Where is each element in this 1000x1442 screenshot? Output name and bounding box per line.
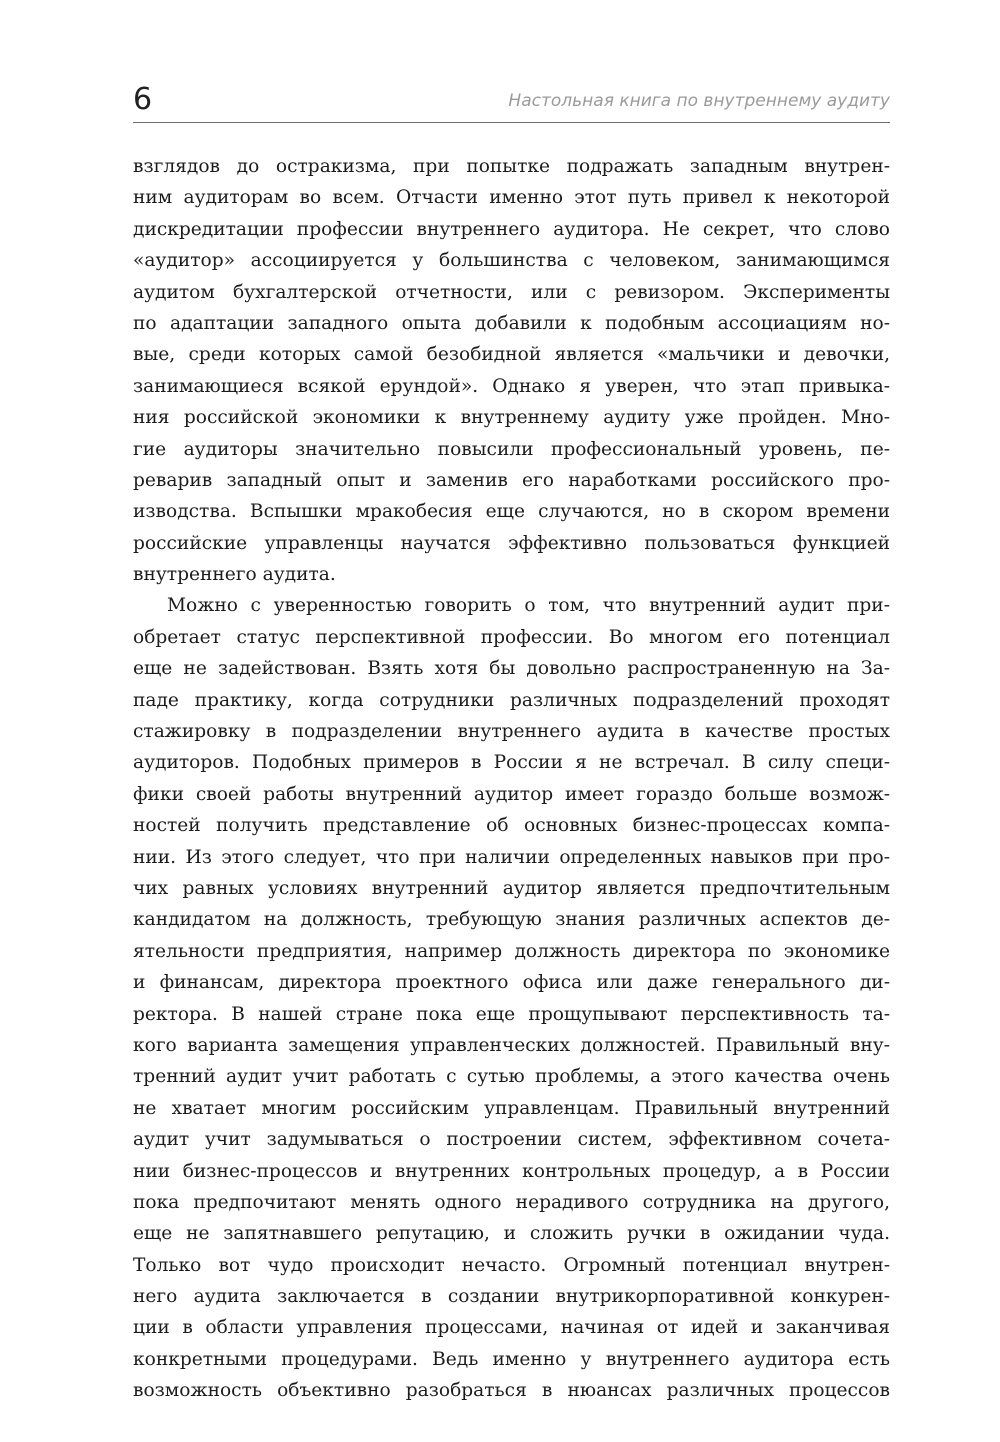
text-line: не хватает многим российским управленцам. Правильный внутренний [133,1097,890,1119]
text-line: реварив западный опыт и заменив его наработками российского про- [133,469,890,491]
text-line: возможность объективно разобраться в нюансах различных процессов [133,1380,890,1402]
page-number: 6 [133,82,153,117]
text-line: него аудита заключается в создании внутрикорпоративной конкурен- [133,1286,890,1308]
text-line: аудиторов. Подобных примеров в России я не встречал. В силу специ- [133,752,890,774]
text-line: аудит учит задумываться о построении систем, эффективном сочета- [133,1129,890,1151]
text-line: фики своей работы внутренний аудитор имеет гораздо больше возмож- [133,783,890,805]
text-line: пока предпочитают менять одного нерадивого сотрудника на другого, [133,1191,890,1213]
text-line: внутреннего аудита. [133,564,336,586]
text-line: российские управленцы научатся эффективно пользоваться функцией [133,532,890,554]
text-line: ним аудиторам во всем. Отчасти именно этот путь привел к некоторой [133,187,890,209]
text-line: еще не задействован. Взять хотя бы довольно распространенную на За- [133,658,890,680]
text-line: кого варианта замещения управленческих должностей. Правильный вну- [133,1034,890,1056]
page-header [133,80,890,128]
text-line: занимающиеся всякой ерундой». Однако я уверен, что этап привыка- [133,375,890,397]
text-line: конкретными процедурами. Ведь именно у внутреннего аудитора есть [133,1348,890,1370]
text-line: ятельности предприятия, например должность директора по экономике [133,940,890,962]
text-line: аудитом бухгалтерской отчетности, или с ревизором. Эксперименты [133,281,890,303]
text-line: еще не запятнавшего репутацию, и сложить ручки в ожидании чуда. [133,1223,890,1245]
text-line: стажировку в подразделении внутреннего аудита в качестве простых [133,721,890,743]
text-line: вые, среди которых самой безобидной является «мальчики и девочки, [133,344,890,366]
text-line: паде практику, когда сотрудники различных подразделений проходят [133,689,890,711]
text-line: ния российской экономики к внутреннему аудиту уже пройден. Мно- [133,407,890,429]
text-line: нии. Из этого следует, что при наличии определенных навыков при про- [133,846,890,868]
text-line: ции в области управления процессами, начиная от идей и заканчивая [133,1317,890,1339]
text-line: по адаптации западного опыта добавили к подобным ассоциациям но- [133,312,890,334]
running-title: Настольная книга по внутреннему аудиту [508,91,890,111]
text-line: обретает статус перспективной профессии. Во многом его потенциал [133,626,890,648]
text-line: ностей получить представление об основных бизнес-процессах компа- [133,815,890,837]
body-text [133,151,890,1407]
text-line: дискредитации профессии внутреннего аудитора. Не секрет, что слово [133,218,890,240]
text-line: «аудитор» ассоциируется у большинства с человеком, занимающимся [133,250,890,272]
text-line: чих равных условиях внутренний аудитор является предпочтительным [133,877,890,899]
text-line: Только вот чудо происходит нечасто. Огромный потенциал внутрен- [133,1254,890,1276]
paragraph-1 [133,151,890,590]
text-line: и финансам, директора проектного офиса или даже генерального ди- [133,972,890,994]
header-rule [133,122,890,123]
text-line: гие аудиторы значительно повысили профессиональный уровень, пе- [133,438,890,460]
text-line: изводства. Вспышки мракобесия еще случаются, но в скором времени [133,501,890,523]
paragraph-2 [133,590,890,1406]
text-line: нии бизнес-процессов и внутренних контрольных процедур, а в России [133,1160,890,1182]
text-line: взглядов до остракизма, при попытке подражать западным внутрен- [133,156,890,177]
text-line: Можно с уверенностью говорить о том, что внутренний аудит при- [167,595,890,617]
text-line: кандидатом на должность, требующую знания различных аспектов де- [133,909,890,931]
text-line: ректора. В нашей стране пока еще прощупывают перспективность та- [133,1003,890,1025]
text-line: тренний аудит учит работать с сутью проблемы, а этого качества очень [133,1066,890,1088]
